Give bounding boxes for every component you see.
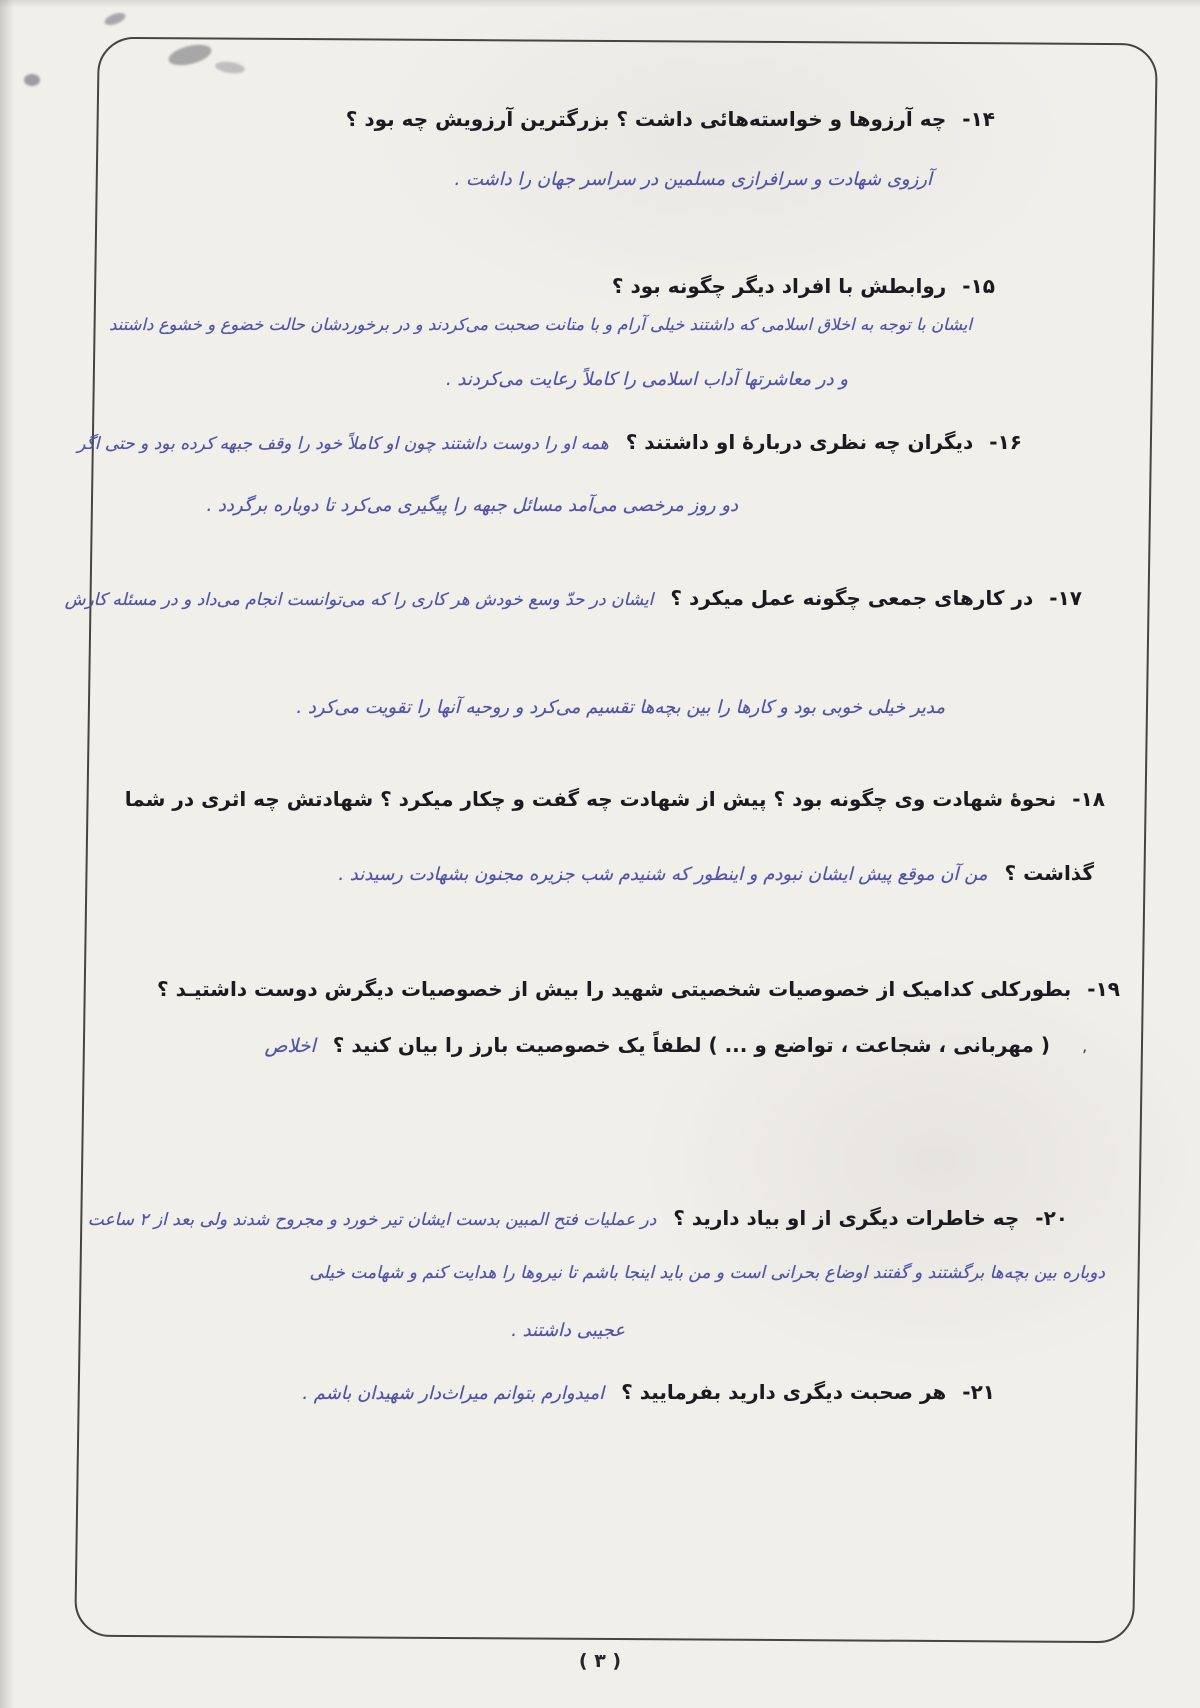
ink-smudge xyxy=(103,11,127,28)
question-text: چه خاطرات دیگری از او بیاد دارید ؟ xyxy=(673,1206,1020,1230)
answer-14-handwritten: آرزوی شهادت و سرافرازی مسلمین در سراسر جهان را داشت . xyxy=(454,169,932,190)
question-18-line1 xyxy=(85,784,1105,814)
question-number: ۱۸- xyxy=(1072,787,1105,811)
question-text: روابطش با افراد دیگر چگونه بود ؟ xyxy=(611,274,947,298)
question-text: ( مهربانی ، شجاعت ، تواضع و ... ) لطفاً یک خصوصیت بارز را بیان کنید ؟ xyxy=(332,1033,1050,1057)
question-text: نحوۀ شهادت وی چگونه بود ؟ پیش از شهادت چه گفت و چکار میکرد ؟ شهادتش چه اثری در شما xyxy=(124,787,1057,811)
page-number: ( ۳ ) xyxy=(578,1650,622,1672)
answer-20-line1-handwritten: در عملیات فتح المبین بدست ایشان تیر خورد و مجروح شدند ولی بعد از ۲ ساعت xyxy=(87,1210,657,1230)
question-text: گذاشت ؟ xyxy=(1004,861,1094,885)
question-18-line2 xyxy=(104,858,1094,888)
answer-19-handwritten: اخلاص xyxy=(264,1035,316,1057)
question-text: در کارهای جمعی چگونه عمل میکرد ؟ xyxy=(670,586,1034,610)
answer-17-line2-handwritten: مدیر خیلی خوبی بود و کارها را بین بچه‌ها تقسیم می‌کرد و روحیه آنها را تقویت می‌کرد . xyxy=(296,697,945,718)
question-20 xyxy=(18,1203,1068,1234)
stray-pen-mark: ’ xyxy=(1082,1046,1088,1065)
question-17 xyxy=(32,583,1082,614)
answer-17-line1-handwritten: ایشان در حدّ وسع خودش هر کاری را که می‌توانست انجام می‌داد و در مسئله کارش xyxy=(64,590,654,610)
question-21 xyxy=(235,1377,995,1407)
answer-15-line2-handwritten: و در معاشرتها آداب اسلامی را کاملاً رعایت می‌کردند . xyxy=(445,369,848,390)
question-number: ۱۶- xyxy=(989,430,1022,454)
question-text: هر صحبت دیگری دارید بفرمایید ؟ xyxy=(621,1380,947,1404)
question-number: ۱۹- xyxy=(1087,977,1120,1001)
question-19-line1 xyxy=(90,974,1120,1004)
question-text: بطورکلی کدامیک از خصوصیات شخصیتی شهید را بیش از خصوصیات دیگرش دوست داشتیـد ؟ xyxy=(157,977,1072,1001)
question-number: ۱۷- xyxy=(1049,586,1082,610)
question-text: دیگران چه نظری دربارۀ او داشتند ؟ xyxy=(625,430,974,454)
answer-20-line3-handwritten: عجیبی داشتند . xyxy=(511,1320,625,1341)
answer-18-handwritten: من آن موقع پیش ایشان نبودم و اینطور که شنیدم شب جزیره مجنون بشهادت رسیدند . xyxy=(338,864,988,885)
question-number: ۲۱- xyxy=(962,1380,995,1404)
question-number: ۱۵- xyxy=(962,274,995,298)
question-19-line2 xyxy=(260,1030,1050,1061)
answer-16-line2-handwritten: دو روز مرخصی می‌آمد مسائل جبهه را پیگیری می‌کرد تا دوباره برگردد . xyxy=(206,495,738,516)
question-15 xyxy=(555,271,995,301)
answer-20-line2-handwritten: دوباره بین بچه‌ها برگشتند و گفتند اوضاع بحرانی است و من باید اینجا باشم تا نیروها را هدایت کنم و شهامت خیلی xyxy=(309,1263,1105,1283)
answer-16-line1-handwritten: همه او را دوست داشتند چون او کاملاً خود را وقف جبهه کرده بود و حتی اگر xyxy=(77,434,609,454)
question-16 xyxy=(17,427,1022,458)
answer-15-line1-handwritten: ایشان با توجه به اخلاق اسلامی که داشتند خیلی آرام و با متانت صحبت می‌کردند و در برخوردشان حالت خضوع و خشوع داشتند xyxy=(109,315,972,334)
question-text: چه آرزوها و خواسته‌هائی داشت ؟ بزرگترین آرزویش چه بود ؟ xyxy=(345,107,947,131)
question-number: ۱۴- xyxy=(962,107,995,131)
question-number: ۲۰- xyxy=(1035,1206,1068,1230)
ink-smudge xyxy=(24,74,40,86)
answer-21-handwritten: امیدوارم بتوانم میراث‌دار شهیدان باشم . xyxy=(302,1383,605,1404)
question-14 xyxy=(345,104,995,134)
